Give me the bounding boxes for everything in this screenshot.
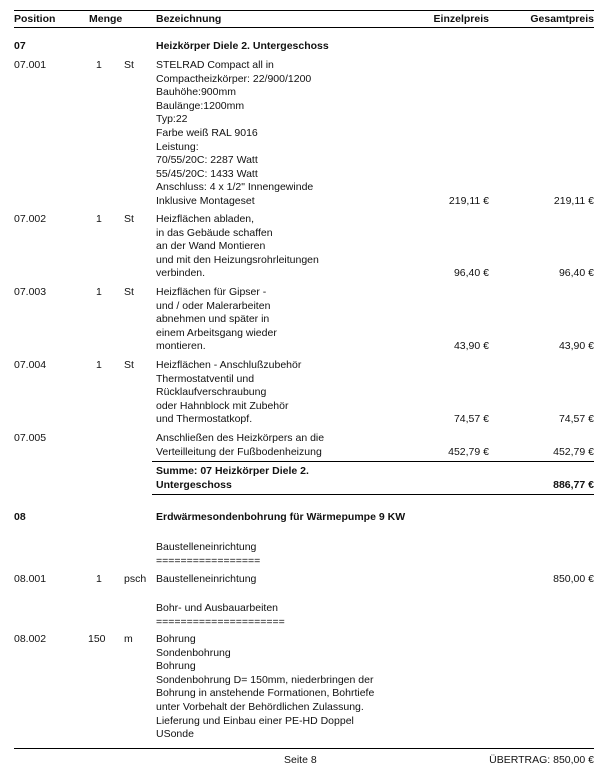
- item-unit-price: 74,57 €: [453, 413, 489, 425]
- item-unit-price: 96,40 €: [453, 267, 489, 279]
- description-line: Sondenbohrung D= 150mm, niederbringen der: [156, 673, 374, 686]
- item-quantity: 1: [96, 286, 102, 298]
- description-line: 70/55/20C: 2287 Watt: [156, 154, 258, 167]
- description-line: Farbe weiß RAL 9016: [156, 126, 258, 139]
- description-line: einem Arbeitsgang wieder: [156, 326, 277, 339]
- description-line: oder Hahnblock mit Zubehör: [156, 399, 289, 412]
- item-total-price: 96,40 €: [558, 267, 594, 279]
- description-line: USonde: [156, 728, 194, 741]
- description-line: Baulänge:1200mm: [156, 99, 245, 112]
- item-description: [156, 213, 319, 281]
- item-unit-price: 43,90 €: [453, 340, 489, 352]
- item-unit: St: [124, 59, 134, 71]
- item-unit-price: 452,79 €: [448, 446, 489, 458]
- item-unit: psch: [124, 573, 147, 585]
- section-sum-label: [156, 465, 309, 492]
- col-header-einzelpreis: Einzelpreis: [433, 13, 489, 25]
- description-line: und / oder Malerarbeiten: [156, 299, 271, 312]
- item-position: 07.005: [14, 432, 47, 444]
- subsection-heading: [156, 602, 285, 629]
- description-line: Bauhöhe:900mm: [156, 86, 236, 99]
- description-line: Typ:22: [156, 113, 188, 126]
- description-line: Compactheizkörper: 22/900/1200: [156, 72, 312, 85]
- col-header-gesamtpreis: Gesamtpreis: [530, 13, 594, 25]
- description-line: Bohrung: [156, 633, 196, 645]
- subsection-title: Bohr- und Ausbauarbeiten: [156, 602, 279, 614]
- page-number: Seite 8: [284, 754, 317, 766]
- item-total-price: 43,90 €: [558, 340, 594, 352]
- col-header-position: Position: [14, 13, 56, 25]
- item-position: 08.002: [14, 633, 47, 645]
- description-line: Heizflächen - Anschlußzubehör: [156, 359, 302, 371]
- section-number: 08: [14, 511, 26, 523]
- header-top-rule: [14, 10, 594, 11]
- item-total-price: 850,00 €: [553, 573, 594, 585]
- item-total-price: 74,57 €: [558, 413, 594, 425]
- sum-bottom-rule: [152, 494, 594, 495]
- item-position: 08.001: [14, 573, 47, 585]
- sum-label-line: Summe: 07 Heizkörper Diele 2.: [156, 465, 309, 477]
- description-line: Lieferung und Einbau einer PE-HD Doppel: [156, 714, 354, 727]
- section-title: Erdwärmesondenbohrung für Wärmepumpe 9 KW: [156, 511, 406, 523]
- item-description: [156, 59, 313, 209]
- description-line: Bohrung in anstehende Formationen, Bohrtiefe: [156, 687, 375, 700]
- description-line: Bohrung: [156, 660, 196, 673]
- item-position: 07.002: [14, 213, 47, 225]
- description-line: Anschluss: 4 x 1/2" Innengewinde: [156, 181, 314, 194]
- description-line: Rücklaufverschraubung: [156, 386, 267, 399]
- item-description: [156, 633, 374, 742]
- item-unit: St: [124, 359, 134, 371]
- sum-label-line: Untergeschoss: [156, 478, 232, 491]
- description-line: Thermostatventil und: [156, 372, 255, 385]
- section-number: 07: [14, 40, 26, 52]
- col-header-bezeichnung: Bezeichnung: [156, 13, 222, 25]
- section-sum-total: 886,77 €: [553, 479, 594, 491]
- subsection-heading: [156, 541, 260, 568]
- item-quantity: 1: [96, 573, 102, 585]
- item-position: 07.001: [14, 59, 47, 71]
- description-line: und Thermostatkopf.: [156, 413, 253, 426]
- item-description: Baustelleneinrichtung: [156, 573, 257, 585]
- item-unit: m: [124, 633, 133, 645]
- description-line: Heizflächen abladen,: [156, 213, 255, 225]
- item-quantity: 1: [96, 359, 102, 371]
- subsection-underline: =================: [156, 554, 261, 567]
- description-line: Inklusive Montageset: [156, 194, 255, 207]
- carry-over-total: ÜBERTRAG: 850,00 €: [489, 754, 594, 766]
- header-bottom-rule: [14, 27, 594, 28]
- item-unit-price: 219,11 €: [448, 195, 489, 207]
- col-header-menge: Menge: [89, 13, 123, 25]
- description-line: verbinden.: [156, 267, 206, 280]
- subsection-underline: =====================: [156, 615, 285, 628]
- item-quantity: 1: [96, 59, 102, 71]
- subsection-title: Baustelleneinrichtung: [156, 541, 257, 553]
- description-line: und mit den Heizungsrohrleitungen: [156, 253, 319, 266]
- description-line: Sondenbohrung: [156, 646, 231, 659]
- section-title: Heizkörper Diele 2. Untergeschoss: [156, 40, 329, 52]
- description-line: Leistung:: [156, 140, 199, 153]
- description-line: 55/45/20C: 1433 Watt: [156, 167, 258, 180]
- description-line: Verteilleitung der Fußbodenheizung: [156, 445, 322, 458]
- description-line: Heizflächen für Gipser -: [156, 286, 267, 298]
- item-position: 07.003: [14, 286, 47, 298]
- item-quantity: 150: [88, 633, 106, 645]
- description-line: in das Gebäude schaffen: [156, 226, 273, 239]
- item-quantity: 1: [96, 213, 102, 225]
- description-line: an der Wand Montieren: [156, 240, 266, 253]
- description-line: Anschließen des Heizkörpers an die: [156, 432, 325, 444]
- item-description: [156, 286, 277, 354]
- description-line: unter Vorbehalt der Behördlichen Zulassung.: [156, 700, 364, 713]
- item-description: [156, 432, 324, 459]
- sum-top-rule: [152, 461, 594, 462]
- description-line: montieren.: [156, 340, 206, 353]
- description-line: abnehmen und später in: [156, 313, 270, 326]
- item-total-price: 452,79 €: [553, 446, 594, 458]
- item-unit: St: [124, 213, 134, 225]
- item-position: 07.004: [14, 359, 47, 371]
- item-unit: St: [124, 286, 134, 298]
- footer-rule: [14, 748, 594, 749]
- item-total-price: 219,11 €: [553, 195, 594, 207]
- item-description: [156, 359, 301, 427]
- description-line: STELRAD Compact all in: [156, 59, 274, 71]
